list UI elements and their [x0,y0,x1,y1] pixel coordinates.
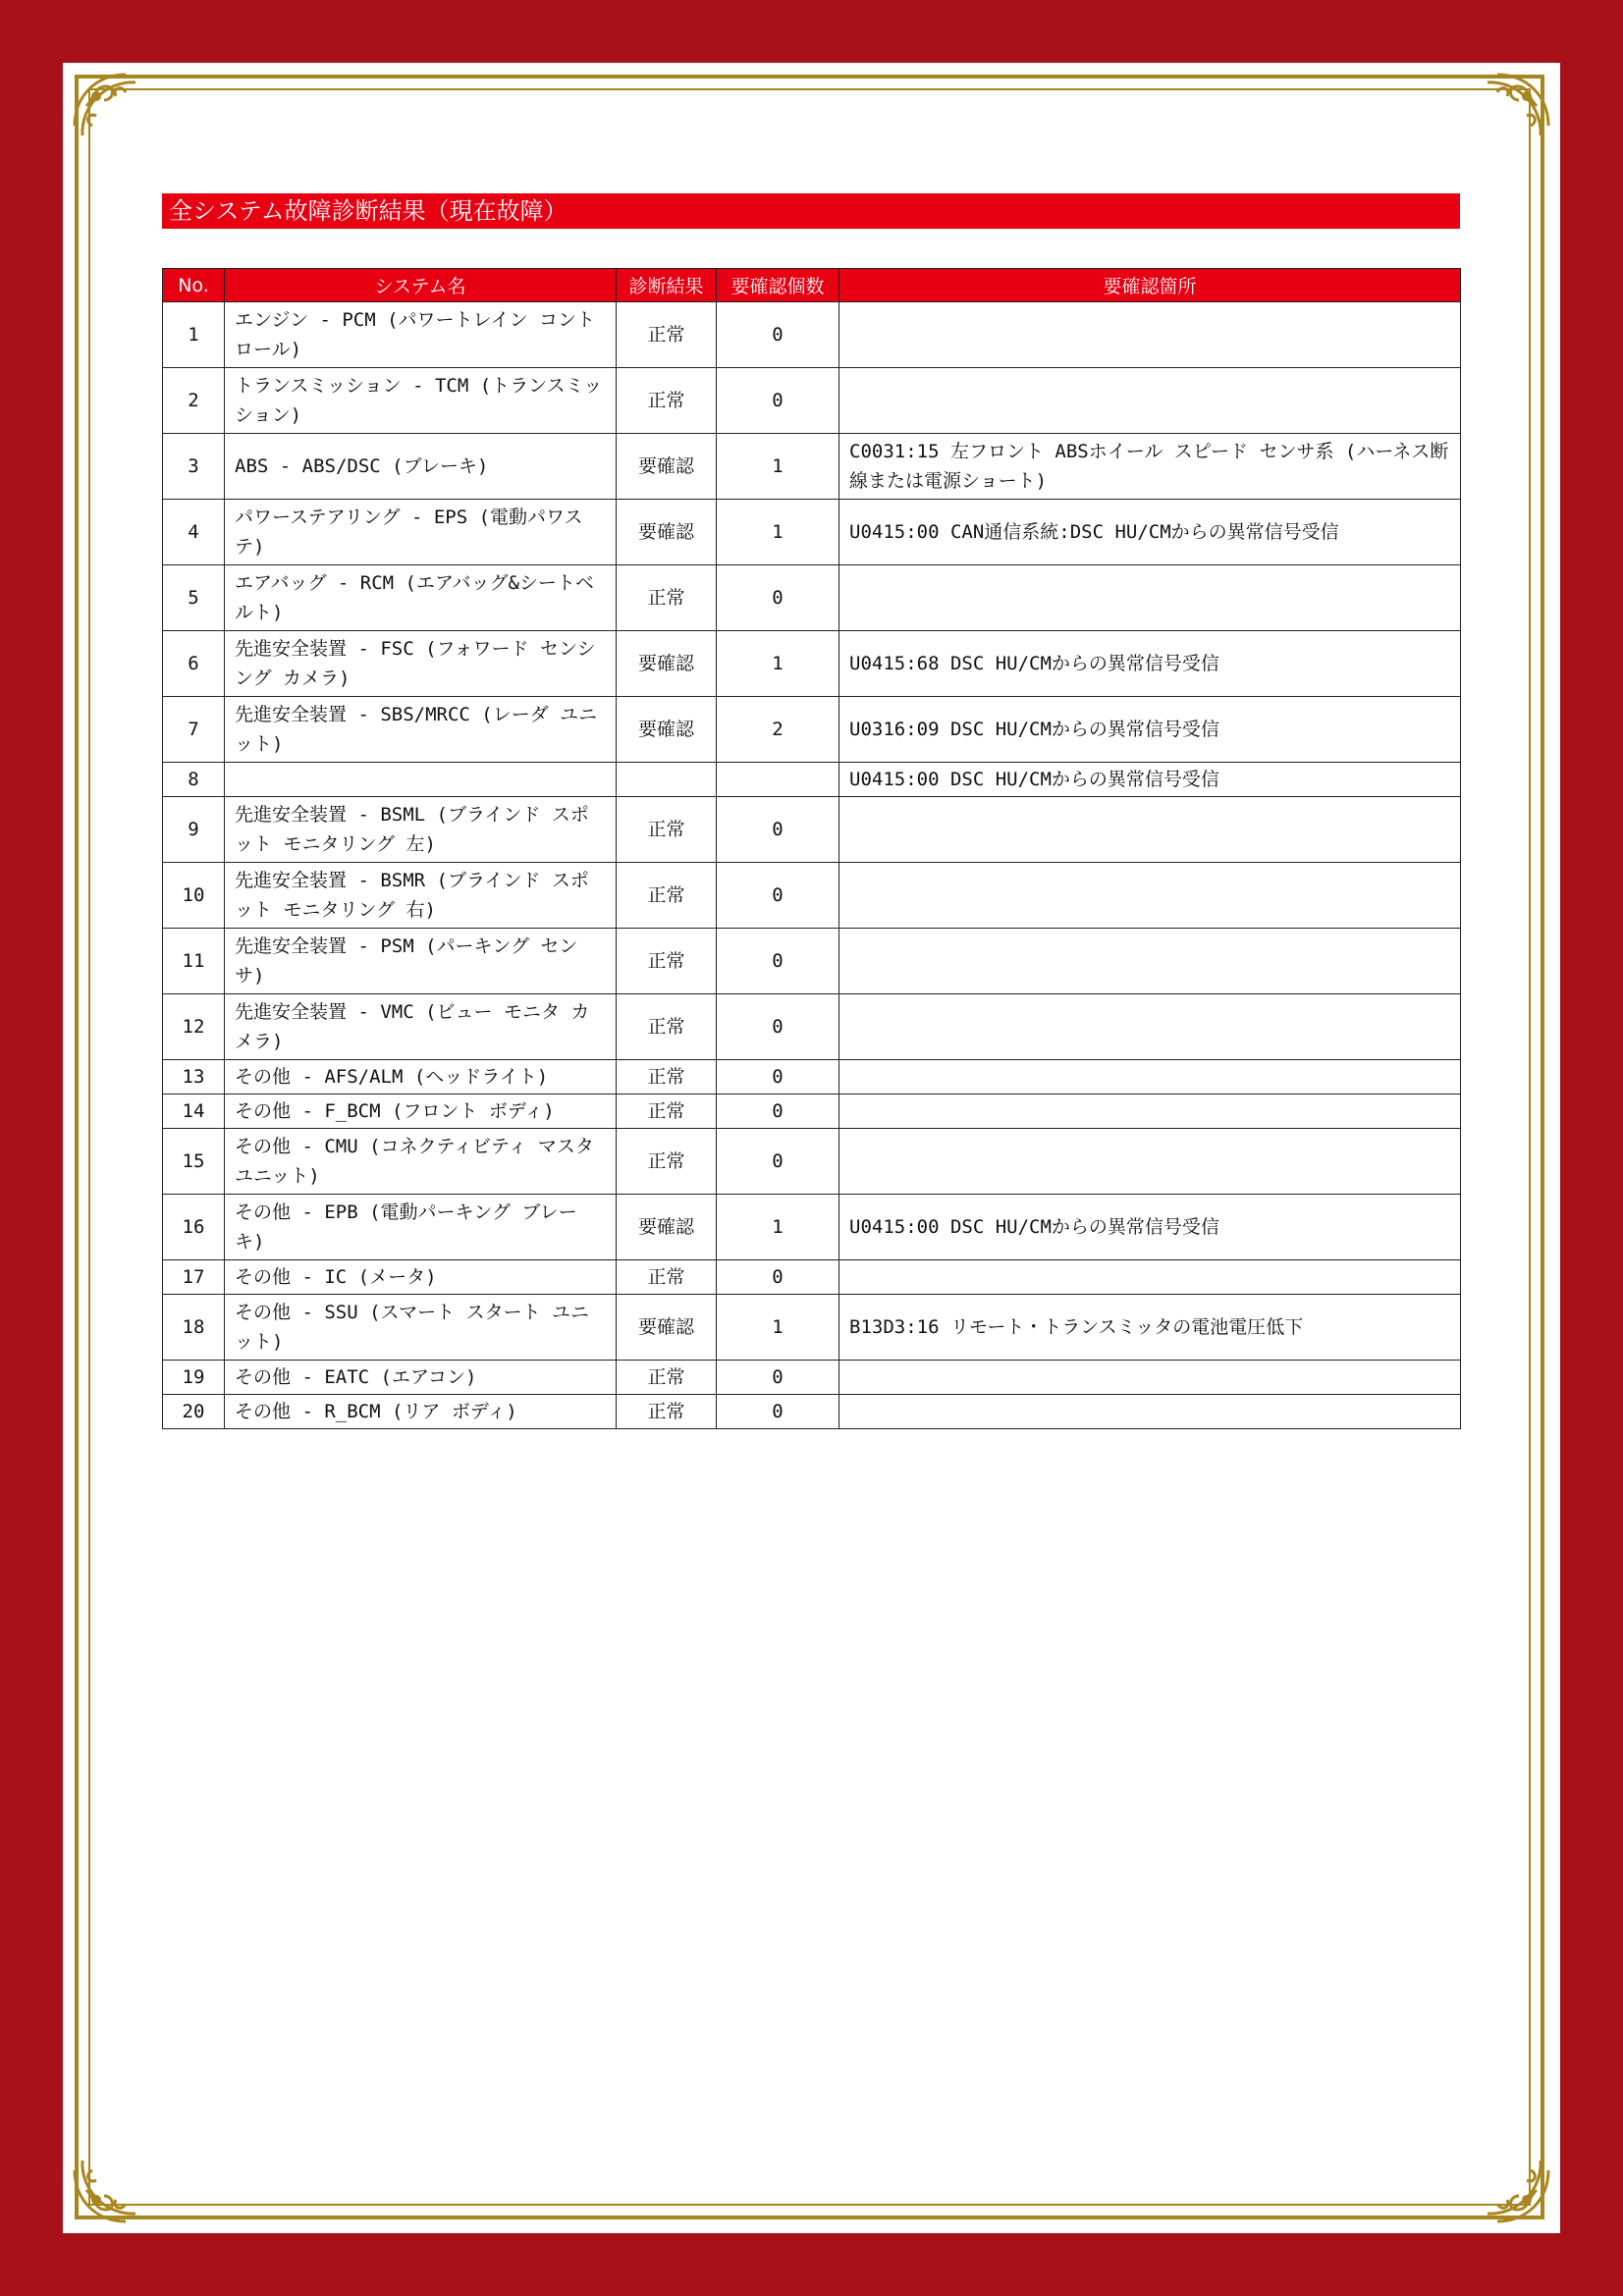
cell-location [839,1095,1461,1129]
cell-location: U0415:00 CAN通信系統:DSC HU/CMからの異常信号受信 [839,500,1461,565]
diagnosis-table [162,268,1461,1429]
cell-system: その他 - F_BCM (フロント ボディ) [225,1095,617,1129]
cell-count: 0 [717,1095,839,1129]
cell-location: B13D3:16 リモート・トランスミッタの電池電圧低下 [839,1295,1461,1361]
cell-result: 要確認 [617,1295,717,1361]
cell-count: 0 [717,994,839,1060]
table-row [163,1195,1461,1260]
table-row [163,863,1461,929]
table-row [163,368,1461,434]
cell-count: 0 [717,863,839,929]
cell-result: 正常 [617,368,717,434]
cell-no: 17 [163,1260,225,1295]
section-title: 全システム故障診断結果（現在故障） [162,193,1460,229]
cell-count: 1 [717,1195,839,1260]
table-row [163,434,1461,500]
cell-no: 16 [163,1195,225,1260]
cell-system: 先進安全装置 - SBS/MRCC (レーダ ユニット) [225,697,617,763]
table-row [163,1060,1461,1095]
cell-system: その他 - CMU (コネクティビティ マスタ ユニット) [225,1129,617,1195]
cell-system: ABS - ABS/DSC (ブレーキ) [225,434,617,500]
cell-result: 正常 [617,994,717,1060]
cell-count: 1 [717,631,839,697]
cell-result: 要確認 [617,697,717,763]
cell-location [839,565,1461,631]
cell-system: トランスミッション - TCM (トランスミッション) [225,368,617,434]
table-row [163,565,1461,631]
table-row [163,1395,1461,1429]
cell-no: 13 [163,1060,225,1095]
cell-location: U0415:00 DSC HU/CMからの異常信号受信 [839,1195,1461,1260]
cell-location [839,797,1461,863]
cell-no: 8 [163,763,225,797]
corner-ornament-icon [1462,2135,1556,2229]
cell-system: その他 - EATC (エアコン) [225,1361,617,1395]
cell-location: U0415:00 DSC HU/CMからの異常信号受信 [839,763,1461,797]
corner-ornament-icon [1462,67,1556,161]
table-row [163,697,1461,763]
cell-no: 1 [163,302,225,368]
cell-location [839,929,1461,994]
cell-count: 0 [717,302,839,368]
cell-no: 3 [163,434,225,500]
cell-no: 12 [163,994,225,1060]
cell-location [839,1129,1461,1195]
cell-result: 正常 [617,863,717,929]
cell-system: その他 - SSU (スマート スタート ユニット) [225,1295,617,1361]
cell-location [839,1395,1461,1429]
table-row [163,1295,1461,1361]
table-row [163,1095,1461,1129]
table-row [163,1361,1461,1395]
cell-no: 4 [163,500,225,565]
cell-result: 正常 [617,1095,717,1129]
table-row [163,929,1461,994]
header-location: 要確認箇所 [839,269,1461,302]
header-count: 要確認個数 [717,269,839,302]
cell-location: U0415:68 DSC HU/CMからの異常信号受信 [839,631,1461,697]
cell-location: C0031:15 左フロント ABSホイール スピード センサ系 (ハーネス断線または電源ショート) [839,434,1461,500]
cell-location [839,1060,1461,1095]
cell-no: 20 [163,1395,225,1429]
cell-system: エアバッグ - RCM (エアバッグ&シートベルト) [225,565,617,631]
cell-result: 要確認 [617,434,717,500]
cell-count: 0 [717,1395,839,1429]
table-header-row [163,269,1461,302]
cell-result: 正常 [617,1060,717,1095]
cell-system: その他 - EPB (電動パーキング ブレーキ) [225,1195,617,1260]
cell-result: 要確認 [617,631,717,697]
corner-ornament-icon [67,67,161,161]
cell-system [225,763,617,797]
cell-location [839,863,1461,929]
cell-count: 0 [717,1361,839,1395]
header-no: No. [163,269,225,302]
table-row [163,1129,1461,1195]
cell-system: エンジン - PCM (パワートレイン コントロール) [225,302,617,368]
cell-no: 15 [163,1129,225,1195]
table-row [163,302,1461,368]
cell-no: 11 [163,929,225,994]
table-row [163,763,1461,797]
cell-no: 19 [163,1361,225,1395]
cell-result: 正常 [617,797,717,863]
cell-count: 0 [717,929,839,994]
cell-no: 18 [163,1295,225,1361]
cell-count: 0 [717,368,839,434]
cell-count: 0 [717,1129,839,1195]
header-result: 診断結果 [617,269,717,302]
cell-system: その他 - AFS/ALM (ヘッドライト) [225,1060,617,1095]
cell-no: 14 [163,1095,225,1129]
cell-count: 1 [717,1295,839,1361]
cell-no: 6 [163,631,225,697]
cell-system: 先進安全装置 - PSM (パーキング センサ) [225,929,617,994]
cell-count: 2 [717,697,839,763]
cell-system: その他 - IC (メータ) [225,1260,617,1295]
cell-no: 5 [163,565,225,631]
cell-count [717,763,839,797]
cell-count: 0 [717,1060,839,1095]
cell-location [839,1361,1461,1395]
cell-count: 1 [717,500,839,565]
header-system: システム名 [225,269,617,302]
cell-location: U0316:09 DSC HU/CMからの異常信号受信 [839,697,1461,763]
corner-ornament-icon [67,2135,161,2229]
cell-count: 0 [717,1260,839,1295]
table-row [163,500,1461,565]
table-row [163,797,1461,863]
cell-count: 1 [717,434,839,500]
cell-system: その他 - R_BCM (リア ボディ) [225,1395,617,1429]
cell-result: 正常 [617,929,717,994]
cell-location [839,302,1461,368]
cell-system: 先進安全装置 - FSC (フォワード センシング カメラ) [225,631,617,697]
table-row [163,631,1461,697]
cell-result: 正常 [617,1361,717,1395]
cell-result: 正常 [617,565,717,631]
cell-no: 2 [163,368,225,434]
cell-system: 先進安全装置 - BSML (ブラインド スポット モニタリング 左) [225,797,617,863]
cell-system: 先進安全装置 - BSMR (ブラインド スポット モニタリング 右) [225,863,617,929]
cell-location [839,1260,1461,1295]
cell-no: 7 [163,697,225,763]
cell-result: 正常 [617,1129,717,1195]
cell-result: 要確認 [617,1195,717,1260]
cell-location [839,368,1461,434]
cell-location [839,994,1461,1060]
cell-result: 正常 [617,302,717,368]
cell-result: 正常 [617,1260,717,1295]
table-row [163,994,1461,1060]
cell-result: 正常 [617,1395,717,1429]
cell-system: 先進安全装置 - VMC (ビュー モニタ カメラ) [225,994,617,1060]
table-row [163,1260,1461,1295]
cell-no: 9 [163,797,225,863]
cell-result: 要確認 [617,500,717,565]
cell-no: 10 [163,863,225,929]
cell-count: 0 [717,565,839,631]
cell-count: 0 [717,797,839,863]
cell-system: パワーステアリング - EPS (電動パワステ) [225,500,617,565]
cell-result [617,763,717,797]
